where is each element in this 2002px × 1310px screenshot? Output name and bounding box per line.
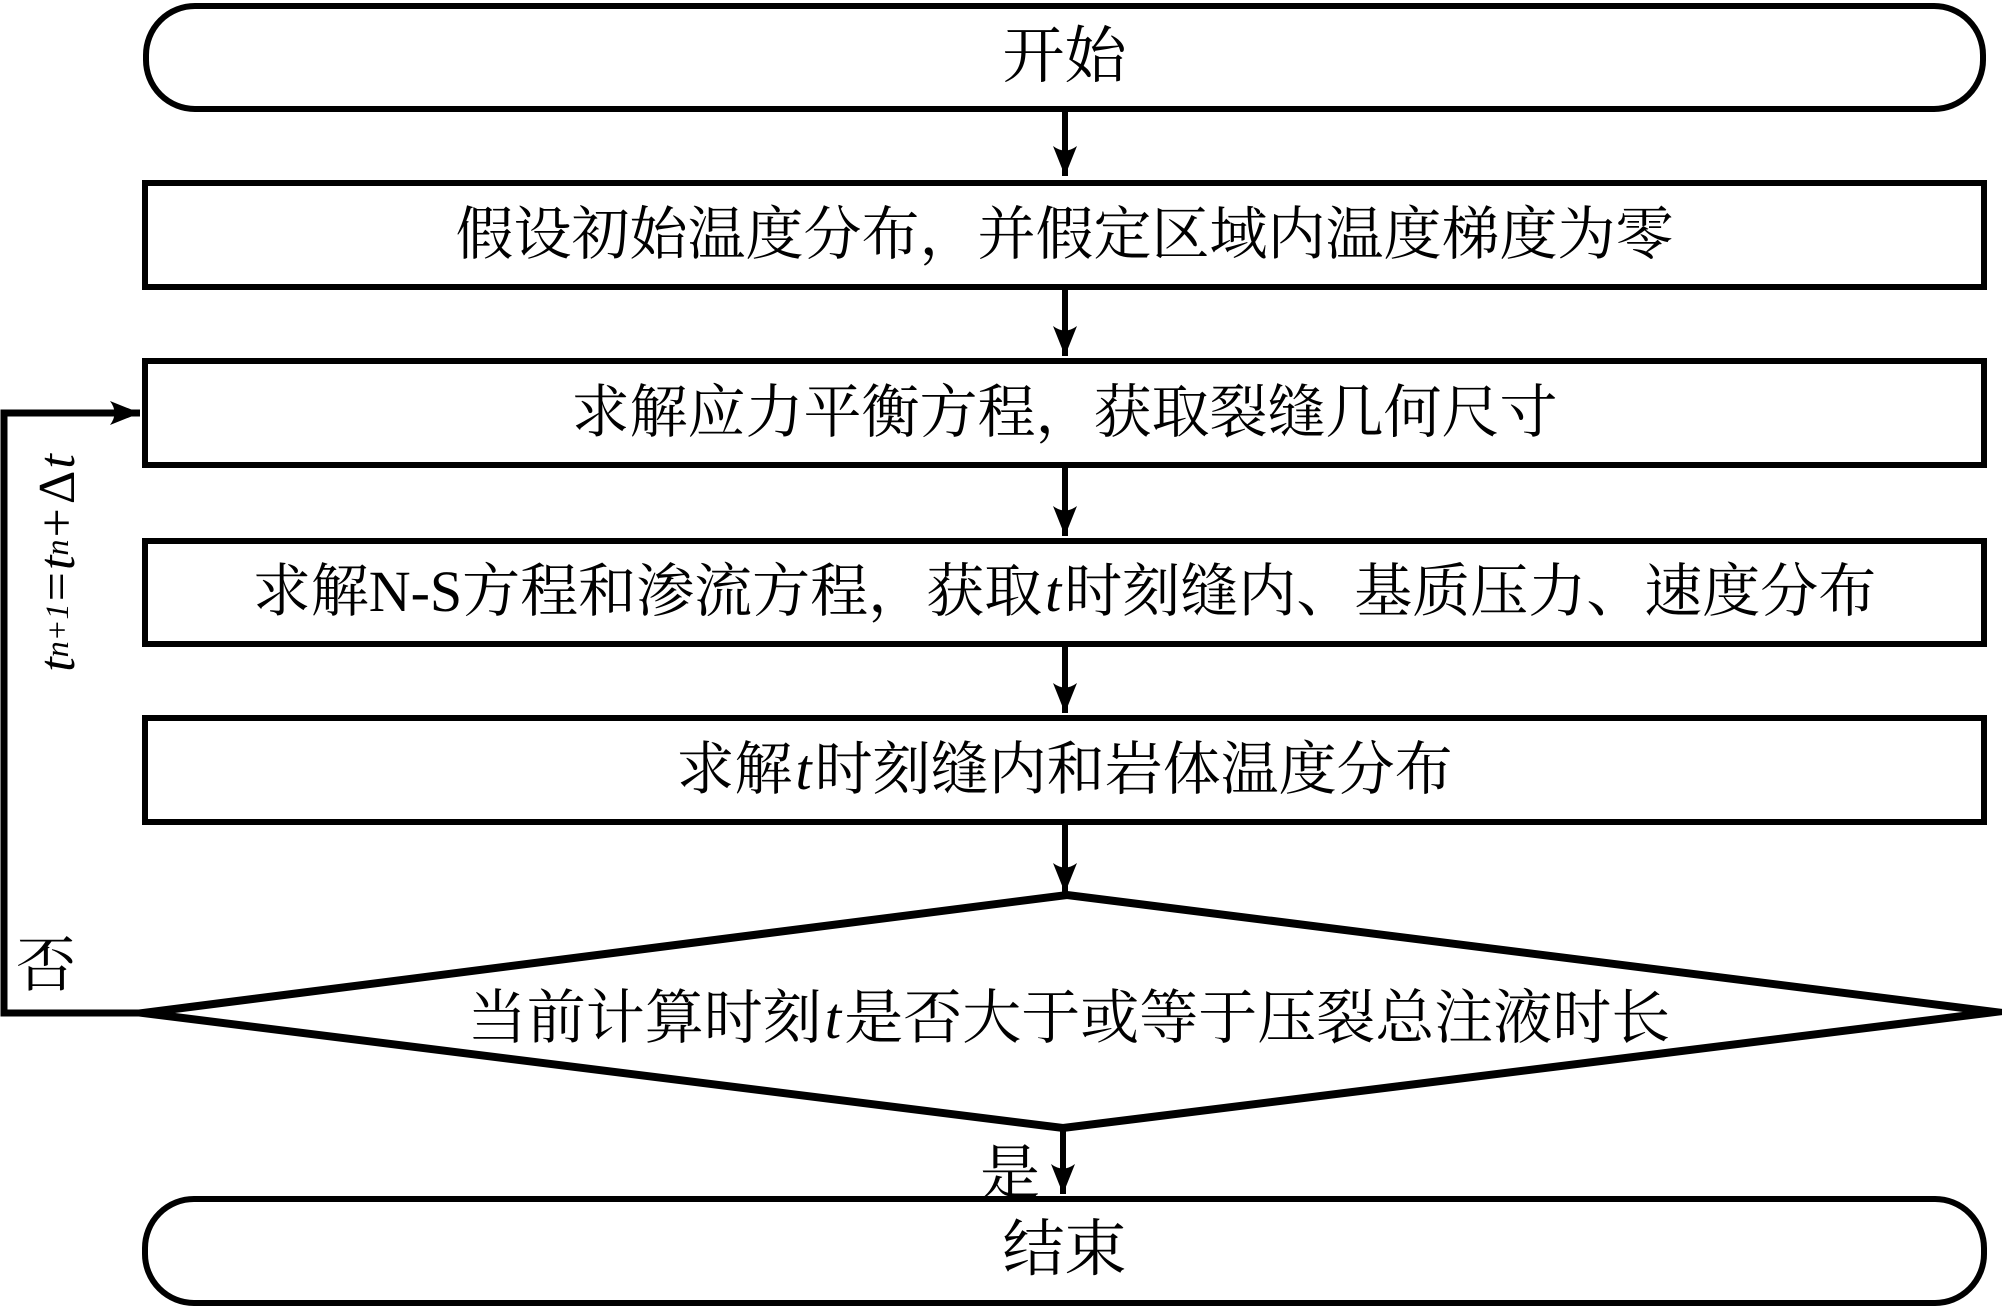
node-start — [143, 3, 1986, 112]
node-start-label: 开始 — [1002, 22, 1127, 91]
edge-label-yes: 是 — [980, 1141, 1040, 1207]
node-step3-suffix: 时刻缝内、基质压力、速度分布 — [1064, 559, 1877, 625]
loop-formula-plus: + — [28, 508, 86, 538]
node-end-label: 结束 — [1002, 1216, 1127, 1285]
node-decision-prefix: 当前计算时刻 — [467, 984, 822, 1051]
node-step4 — [142, 715, 1987, 825]
loop-formula-t3: t — [28, 454, 86, 469]
node-decision — [231, 953, 1907, 1071]
edge-label-loop-formula: t n+1 = t n + Δ t — [28, 454, 86, 672]
node-decision-label — [468, 970, 1670, 1055]
node-step4-suffix: 时刻缝内和岩体温度分布 — [814, 736, 1453, 802]
node-step3-var-t: t — [1045, 559, 1062, 625]
node-step4-var-t: t — [795, 736, 812, 802]
node-decision-suffix: 是否大于或等于压裂总注液时长 — [844, 984, 1671, 1051]
node-decision-var-t: t — [824, 984, 842, 1051]
node-step2-label: 求解应力平衡方程，获取裂缝几何尺寸 — [571, 379, 1558, 445]
node-step3 — [142, 538, 1987, 647]
node-step3-label — [253, 559, 1877, 626]
loop-formula-t2: t — [28, 555, 86, 571]
node-step4-prefix: 求解 — [676, 736, 793, 802]
node-step1-label: 假设初始温度分布，并假定区域内温度梯度为零 — [455, 201, 1674, 267]
loop-formula-eq: = — [28, 572, 86, 602]
node-step2 — [142, 358, 1987, 468]
node-step4-label — [676, 737, 1452, 804]
edge-label-no: 否 — [16, 933, 76, 999]
node-end — [142, 1196, 1987, 1306]
loop-formula-delta: Δ — [28, 470, 86, 505]
loop-formula-t1: t — [28, 657, 86, 672]
node-step1 — [142, 180, 1987, 290]
node-step3-prefix: 求解N-S方程和渗流方程，获取 — [252, 559, 1043, 625]
